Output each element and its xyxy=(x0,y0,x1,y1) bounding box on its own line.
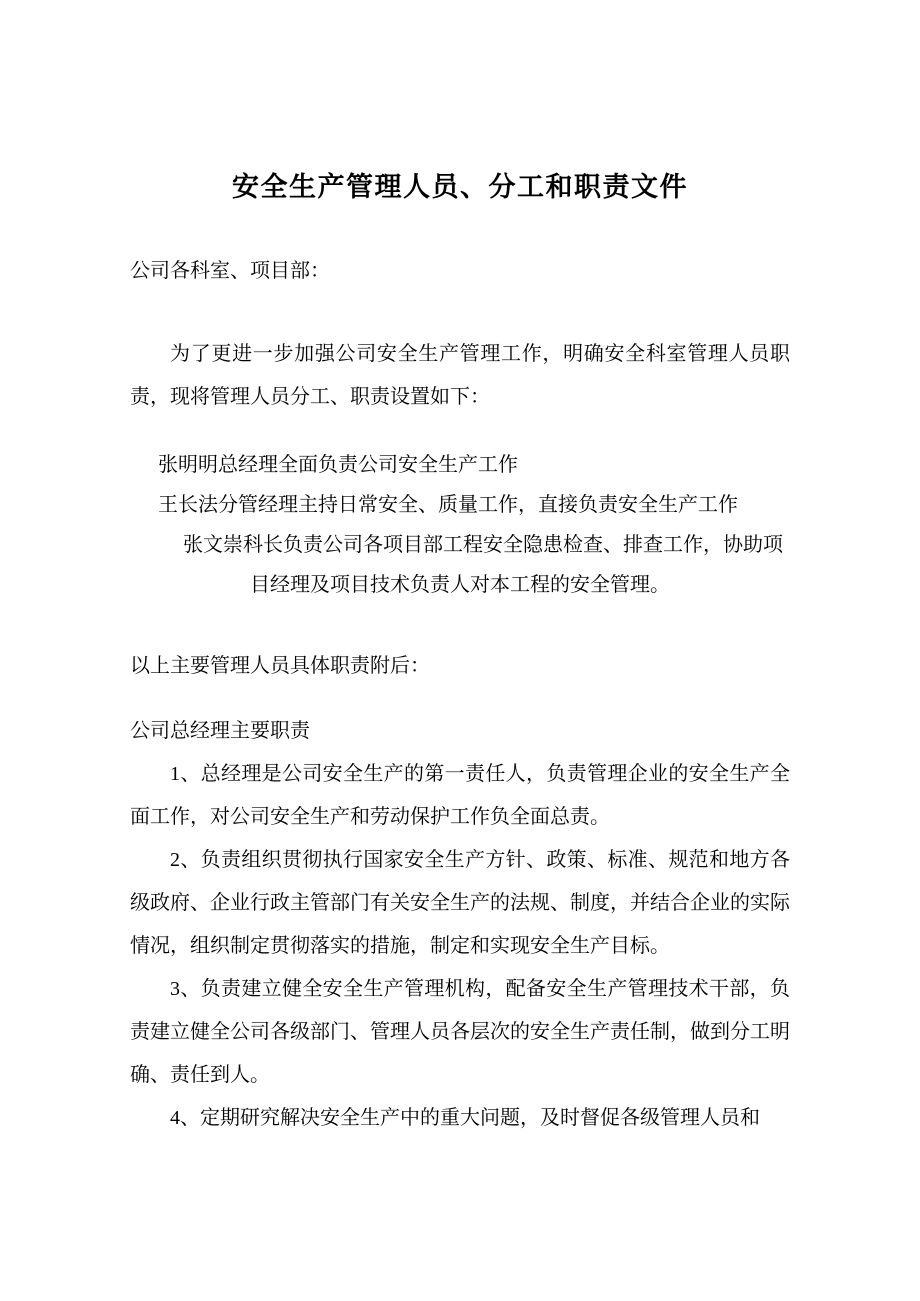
section-heading: 公司总经理主要职责 xyxy=(130,720,310,742)
assignment-section-chief: 张文崇科长负责公司各项目部工程安全隐患检查、排查工作，协助项目经理及项目技术负责人对本工程的安全管理。 xyxy=(183,534,783,596)
document-title: 安全生产管理人员、分工和职责文件 xyxy=(232,172,688,202)
duty-item-4: 4、定期研究解决安全生产中的重大问题，及时督促各级管理人员和 xyxy=(170,1107,760,1129)
duty-item-3: 3、负责建立健全安全生产管理机构，配备安全生产管理技术干部，负责建立健全公司各级部门、管理人员各层次的安全生产责任制，做到分工明确、责任到人。 xyxy=(130,978,790,1086)
duty-item-1: 1、总经理是公司安全生产的第一责任人，负责管理企业的安全生产全面工作，对公司安全生产和劳动保护工作负全面总责。 xyxy=(130,763,790,828)
assignment-deputy-manager: 王长法分管经理主持日常安全、质量工作，直接负责安全生产工作 xyxy=(158,494,738,516)
duty-item-2: 2、负责组织贯彻执行国家安全生产方针、政策、标准、规范和地方各级政府、企业行政主管部门有关安全生产的法规、制度，并结合企业的实际情况，组织制定贯彻落实的措施，制定和实现安全生产目标。 xyxy=(130,849,790,957)
note-line: 以上主要管理人员具体职责附后： xyxy=(130,655,430,677)
salutation-line: 公司各科室、项目部： xyxy=(130,260,330,282)
duties-list xyxy=(130,753,790,1140)
assignments-block xyxy=(130,445,790,605)
assignment-general-manager: 张明明总经理全面负责公司安全生产工作 xyxy=(158,454,518,476)
intro-paragraph: 为了更进一步加强公司安全生产管理工作，明确安全科室管理人员职责，现将管理人员分工、职责设置如下： xyxy=(130,343,790,408)
